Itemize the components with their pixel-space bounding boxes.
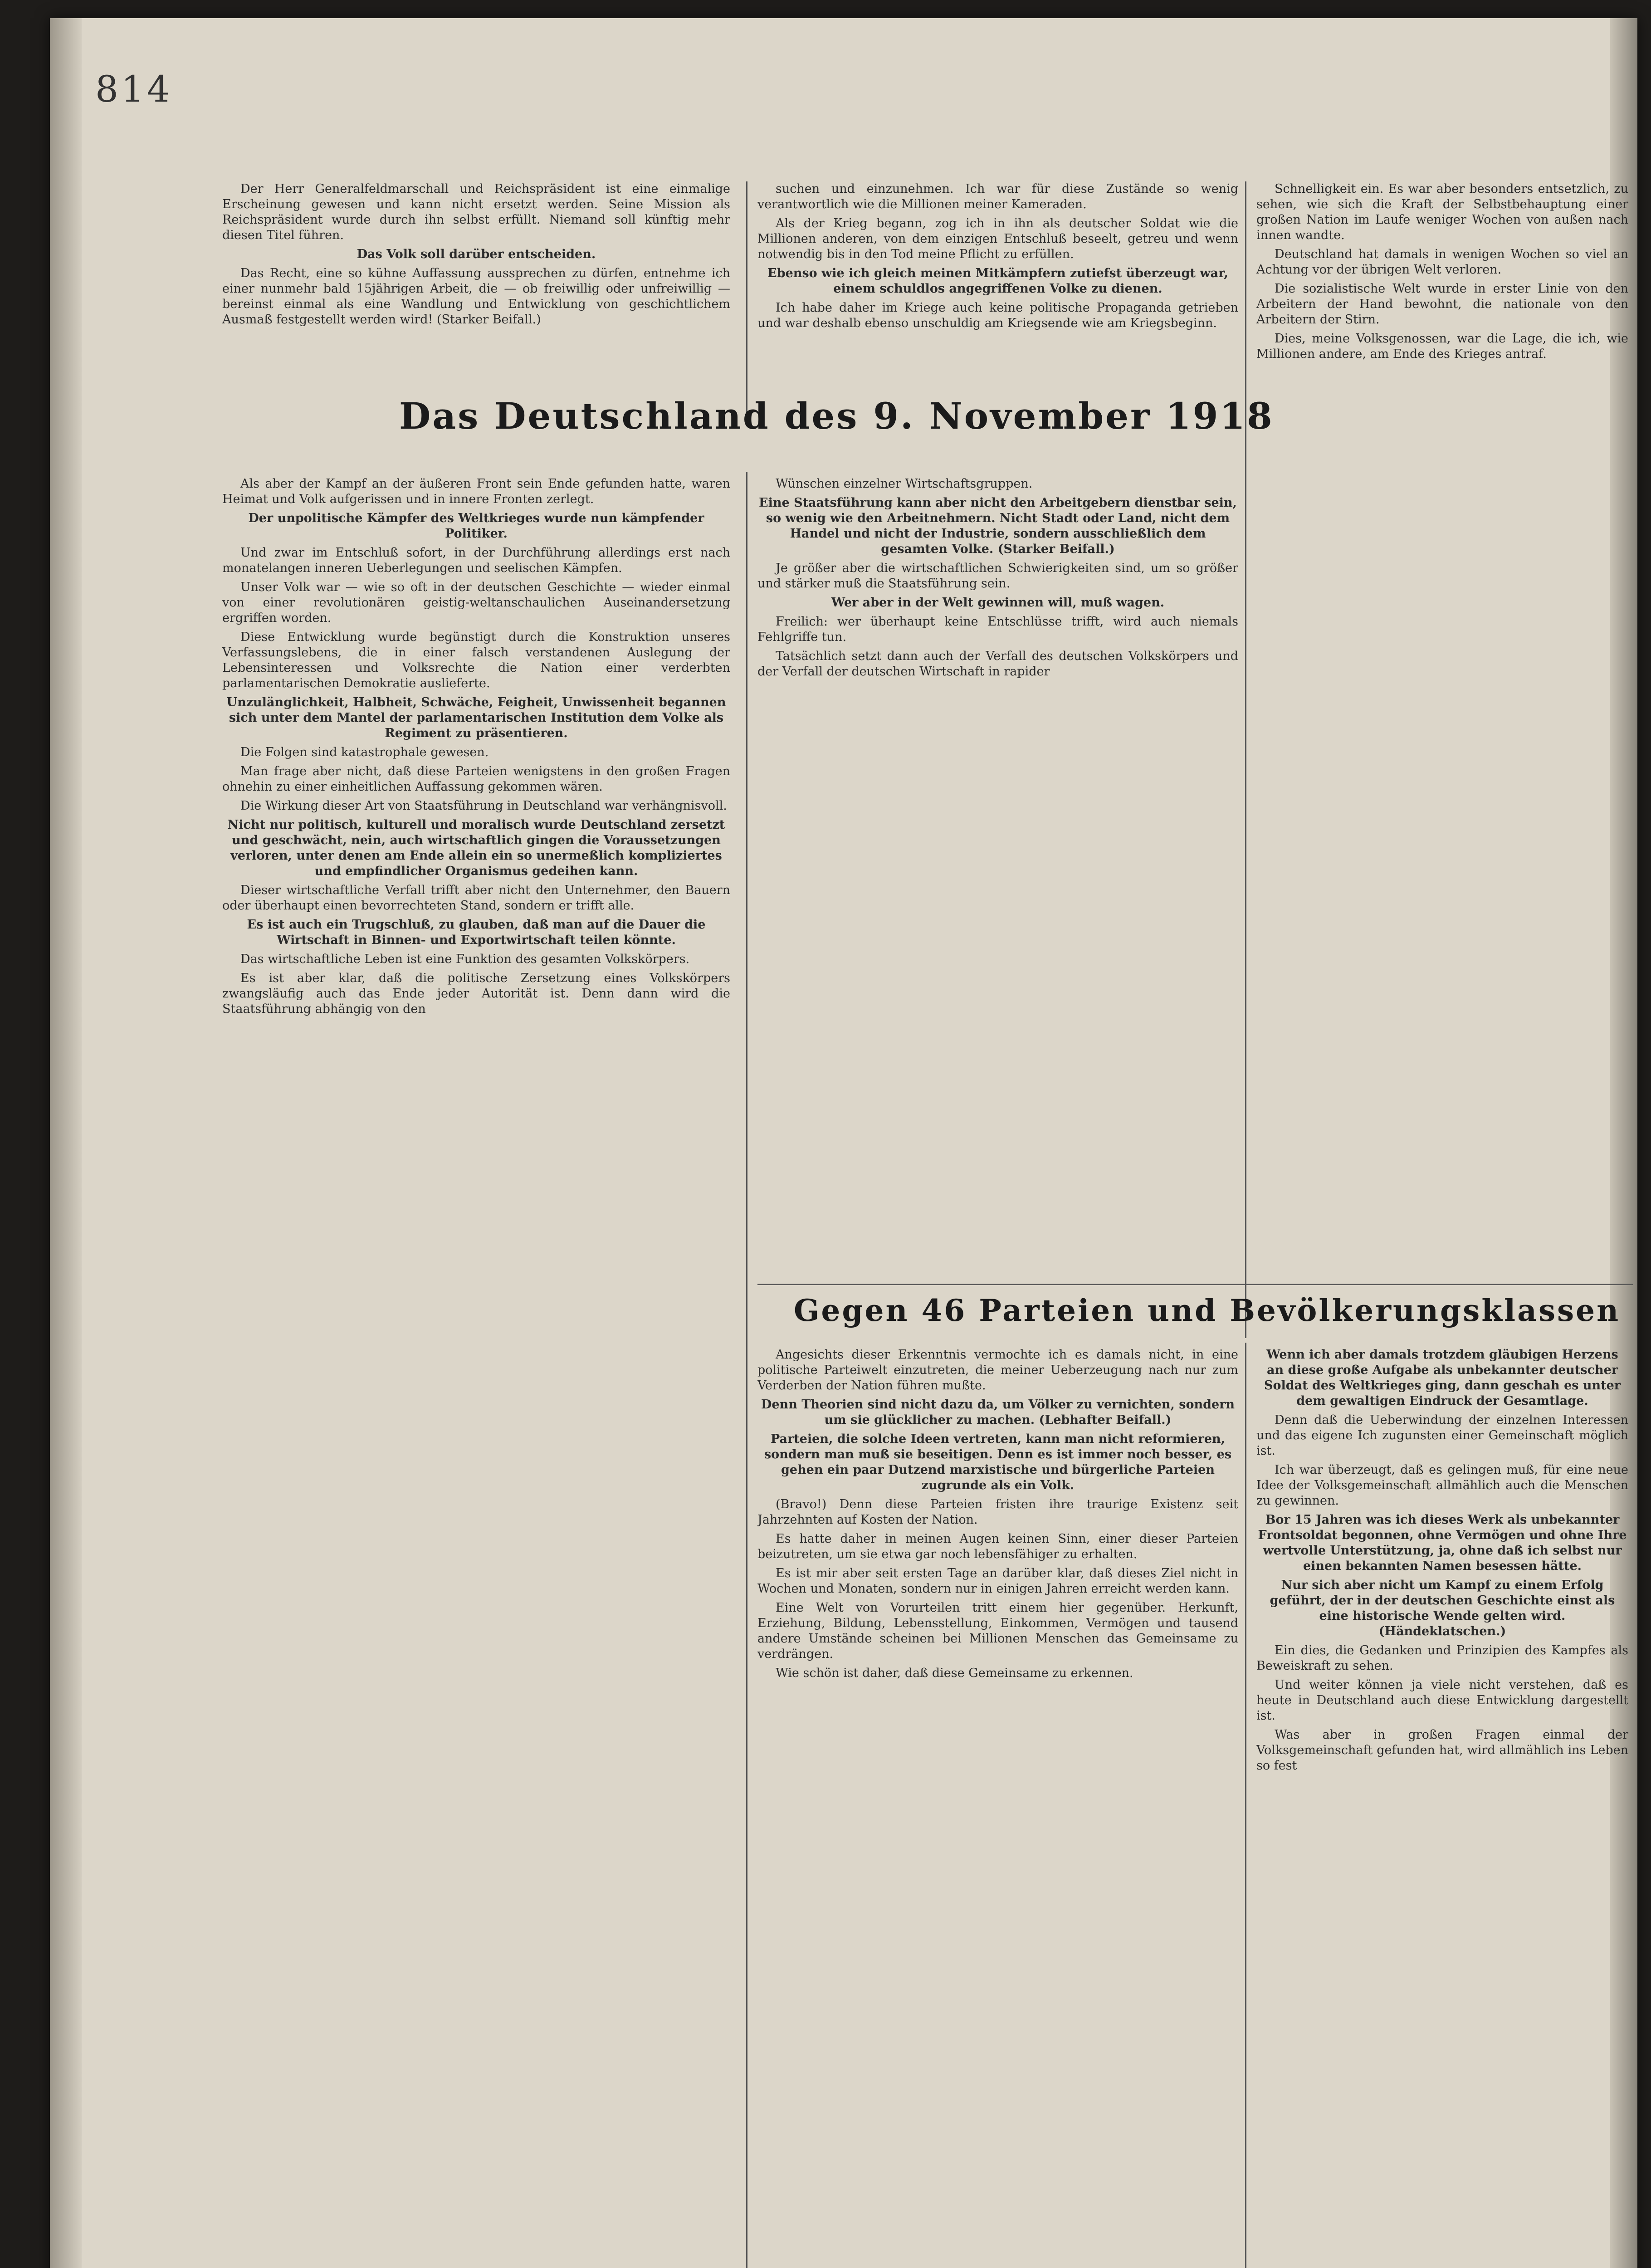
- paragraph: Es ist aber klar, daß die politische Zersetzung eines Volkskörpers zwangsläufig auch das Ende jeder Autorität ist. Denn dann wird die Staatsführung abhängig von den: [222, 971, 730, 1016]
- paragraph: Das Volk soll darüber entscheiden.: [357, 247, 596, 261]
- column-divider: [1245, 1343, 1246, 2268]
- page-binding-edge: [50, 18, 82, 2268]
- paragraph: Was aber in großen Fragen einmal der Volksgemeinschaft gefunden hat, wird allmählich ins Leben so fest: [1256, 1728, 1628, 1773]
- column-right-top: [1256, 181, 1628, 1270]
- paragraph: Unser Volk war — wie so oft in der deutschen Geschichte — wieder einmal von einer revolutionären geistig-weltanschaulichen Auseinandersetzung ergriffen worden.: [222, 580, 730, 625]
- paragraph: Man frage aber nicht, daß diese Parteien wenigstens in den großen Fragen ohnehin zu einer einheitlichen Auffassung gekommen wären.: [222, 764, 730, 794]
- paragraph: Dieser wirtschaftliche Verfall trifft aber nicht den Unternehmer, den Bauern oder überhaupt einen bevorrechteten Stand, sondern er trifft alle.: [222, 883, 730, 913]
- paragraph: Deutschland hat damals in wenigen Wochen so viel an Achtung vor der übrigen Welt verloren.: [1256, 247, 1628, 277]
- paragraph: Das Recht, eine so kühne Auffassung aussprechen zu dürfen, entnehme ich einer nunmehr bald 15jährigen Arbeit, die — ob freiwillig oder unfreiwillig — bereinst einmal als eine Wandlung und Entwicklung von geschichtlichem Ausmaß festgestellt werden wird! (Starker Beifall.): [222, 266, 730, 327]
- main-headline: Das Deutschland des 9. November 1918: [399, 395, 1274, 437]
- paragraph: Die Wirkung dieser Art von Staatsführung in Deutschland war verhängnisvoll.: [240, 799, 727, 813]
- paragraph: Nicht nur politisch, kulturell und moralisch wurde Deutschland zersetzt und geschwächt, nein, auch wirtschaftlich gingen die Voraussetzungen verloren, unter denen am Ende allein ein so unermeßlich kompliziertes und empfindlicher Organismus gedeihen kann.: [227, 818, 725, 878]
- paragraph: Als aber der Kampf an der äußeren Front sein Ende gefunden hatte, waren Heimat und Volk aufgerissen und in innere Fronten zerlegt.: [222, 477, 730, 506]
- paragraph: Wenn ich aber damals trotzdem gläubigen Herzens an diese große Aufgabe als unbekannter deutscher Soldat des Weltkrieges ging, dann geschah es unter dem gewaltigen Eindruck der Gesamtlage.: [1264, 1348, 1621, 1408]
- paragraph: Tatsächlich setzt dann auch der Verfall des deutschen Volkskörpers und der Verfall der deutschen Wirtschaft in rapider: [757, 649, 1238, 679]
- column-main-middle: [757, 476, 1238, 1256]
- paragraph: Die sozialistische Welt wurde in erster Linie von den Arbeitern der Hand bewohnt, die nationale von den Arbeitern der Stirn.: [1256, 282, 1628, 327]
- paragraph: Denn daß die Ueberwindung der einzelnen Interessen und das eigene Ich zugunsten einer Gemeinschaft möglich ist.: [1256, 1413, 1628, 1458]
- paragraph: Der unpolitische Kämpfer des Weltkrieges wurde nun kämpfender Politiker.: [248, 511, 704, 541]
- paragraph: Und zwar im Entschluß sofort, in der Durchführung allerdings erst nach monatelangen inneren Ueberlegungen und seelischen Kämpfen.: [222, 546, 730, 575]
- paragraph: Eine Staatsführung kann aber nicht den Arbeitgebern dienstbar sein, so wenig wie den Arbeitnehmern. Nicht Stadt oder Land, nicht dem Handel und nicht der Industrie, sondern ausschließlich dem gesamten Volke. (Starker Beifall.): [759, 496, 1237, 556]
- page-number: 814: [95, 68, 173, 110]
- paragraph: Es hatte daher in meinen Augen keinen Sinn, einer dieser Parteien beizutreten, um sie etwa gar noch lebensfähiger zu erhalten.: [757, 1532, 1238, 1561]
- paragraph: Nur sich aber nicht um Kampf zu einem Erfolg geführt, der in der deutschen Geschichte einst als eine historische Wende gelten wird. (Händeklatschen.): [1270, 1578, 1615, 1638]
- paragraph: Freilich: wer überhaupt keine Entschlüsse trifft, wird auch niemals Fehlgriffe tun.: [757, 615, 1238, 644]
- paragraph: Es ist mir aber seit ersten Tage an darüber klar, daß dieses Ziel nicht in Wochen und Monaten, sondern nur in einigen Jahren erreicht werden kann.: [757, 1566, 1238, 1596]
- paragraph: Ich habe daher im Kriege auch keine politische Propaganda getrieben und war deshalb ebenso unschuldig am Kriegsende wie am Kriegsbeginn.: [757, 301, 1238, 330]
- section-rule: [757, 1284, 1633, 1285]
- paragraph: Angesichts dieser Erkenntnis vermochte ich es damals nicht, in eine politische Parteiwelt einzutreten, die meiner Ueberzeugung nach nur zum Verderben der Nation führen mußte.: [757, 1348, 1238, 1393]
- column-divider: [746, 472, 747, 2268]
- paragraph: Ich war überzeugt, daß es gelingen muß, für eine neue Idee der Volksgemeinschaft allmählich auch die Menschen zu gewinnen.: [1256, 1463, 1628, 1508]
- column-divider: [1245, 181, 1246, 1338]
- paragraph: Die Folgen sind katastrophale gewesen.: [240, 745, 489, 759]
- newspaper-page: [50, 18, 1637, 2268]
- paragraph: Unzulänglichkeit, Halbheit, Schwäche, Feigheit, Unwissenheit begannen sich unter dem Mantel der parlamentarischen Institution dem Volke als Regiment zu präsentieren.: [226, 695, 726, 740]
- paragraph: Wer aber in der Welt gewinnen will, muß wagen.: [831, 596, 1165, 610]
- paragraph: Eine Welt von Vorurteilen tritt einem hier gegenüber. Herkunft, Erziehung, Bildung, Lebensstellung, Einkommen, Vermögen und tausend andere Umstände scheinen bei Millionen Menschen das Gemeinsame zu verdrängen.: [757, 1601, 1238, 1661]
- paragraph: Als der Krieg begann, zog ich in ihn als deutscher Soldat wie die Millionen anderen, von dem einzigen Entschluß beseelt, getreu und wenn notwendig bis in den Tod meine Pflicht zu erfüllen.: [757, 216, 1238, 261]
- paragraph: Schnelligkeit ein. Es war aber besonders entsetzlich, zu sehen, wie sich die Kraft der Selbstbehauptung einer großen Nation im Laufe weniger Wochen von außen nach innen wandte.: [1256, 182, 1628, 242]
- column-second-left: [757, 1347, 1238, 2268]
- paragraph: Und weiter können ja viele nicht verstehen, daß es heute in Deutschland auch diese Entwicklung dargestellt ist.: [1256, 1678, 1628, 1723]
- paragraph: (Bravo!) Denn diese Parteien fristen ihre traurige Existenz seit Jahrzehnten auf Kosten der Nation.: [757, 1497, 1238, 1527]
- paragraph: suchen und einzunehmen. Ich war für diese Zustände so wenig verantwortlich wie die Millionen meiner Kameraden.: [757, 182, 1238, 211]
- column-divider: [746, 181, 747, 422]
- paragraph: Parteien, die solche Ideen vertreten, kann man nicht reformieren, sondern man muß sie beseitigen. Denn es ist immer noch besser, es gehen ein paar Dutzend marxistische und bürgerliche Parteien zugrunde als ein Volk.: [764, 1432, 1232, 1492]
- paragraph: Je größer aber die wirtschaftlichen Schwierigkeiten sind, um so größer und stärker muß die Staatsführung sein.: [757, 561, 1238, 591]
- paragraph: Denn Theorien sind nicht dazu da, um Völker zu vernichten, sondern um sie glücklicher zu machen. (Lebhafter Beifall.): [761, 1398, 1235, 1427]
- paragraph: Es ist auch ein Trugschluß, zu glauben, daß man auf die Dauer die Wirtschaft in Binnen- und Exportwirtschaft teilen könnte.: [247, 918, 706, 947]
- paragraph: Wie schön ist daher, daß diese Gemeinsame zu erkennen.: [776, 1666, 1133, 1680]
- paragraph: Das wirtschaftliche Leben ist eine Funktion des gesamten Volkskörpers.: [240, 952, 690, 966]
- paragraph: Der Herr Generalfeldmarschall und Reichspräsident ist eine einmalige Erscheinung gewesen und kann nicht ersetzt werden. Seine Mission als Reichspräsident wurde durch ihn selbst erfüllt. Niemand soll künftig mehr diesen Titel führen.: [222, 182, 730, 242]
- paragraph: Dies, meine Volksgenossen, war die Lage, die ich, wie Millionen andere, am Ende des Krieges antraf.: [1256, 332, 1628, 361]
- paragraph: Bor 15 Jahren was ich dieses Werk als unbekannter Frontsoldat begonnen, ohne Vermögen und ohne Ihre wertvolle Unterstützung, ja, ohne daß ich selbst nur einen bekannten Namen besessen hätte.: [1258, 1513, 1627, 1573]
- paragraph: Ebenso wie ich gleich meinen Mitkämpfern zutiefst überzeugt war, einem schuldlos angegriffenen Volke zu dienen.: [767, 266, 1228, 296]
- paragraph: Diese Entwicklung wurde begünstigt durch die Konstruktion unseres Verfassungslebens, die in einer falsch verstandenen Auslegung der Lebensinteressen und Volksrechte die Nation einer verderbten parlamentarischen Demokratie auslieferte.: [222, 630, 730, 690]
- column-second-right: [1256, 1347, 1628, 2268]
- second-headline: Gegen 46 Parteien und Bevölkerungsklassen: [794, 1293, 1621, 1328]
- column-main-left: [222, 476, 730, 2268]
- paragraph: Wünschen einzelner Wirtschaftsgruppen.: [776, 477, 1033, 491]
- paragraph: Ein dies, die Gedanken und Prinzipien des Kampfes als Beweiskraft zu sehen.: [1256, 1643, 1628, 1673]
